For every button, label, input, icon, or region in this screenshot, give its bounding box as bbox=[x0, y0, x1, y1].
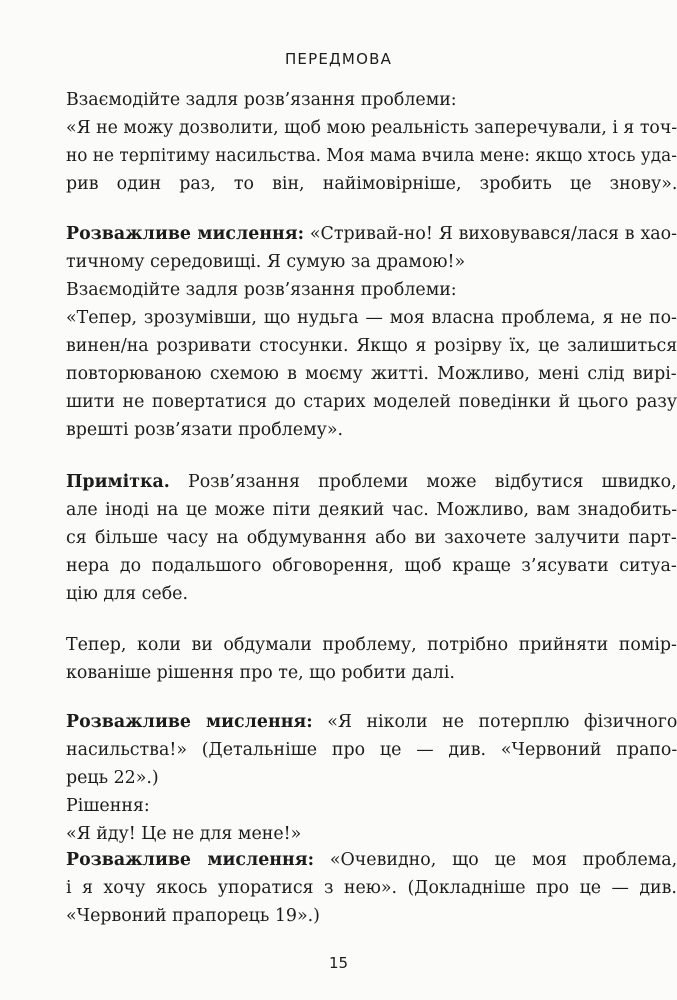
text-line bbox=[66, 248, 465, 276]
text-line bbox=[66, 524, 677, 552]
text-line bbox=[66, 388, 677, 416]
line-text: шити не повертатися до старих моделей поведінки й цього разу bbox=[66, 392, 677, 412]
line-text: «Очевидно, що це моя проблема, bbox=[314, 850, 677, 870]
bold-lead-in: Примітка. bbox=[66, 472, 170, 492]
line-text: «Я ніколи не потерплю фізичного bbox=[312, 712, 677, 732]
text-line bbox=[66, 659, 455, 687]
line-text: ся більше часу на обдумування або ви захочете залучити парт- bbox=[66, 528, 677, 548]
text-line bbox=[66, 874, 677, 902]
text-line bbox=[66, 736, 677, 764]
text-line bbox=[66, 276, 457, 304]
line-text: Рішення: bbox=[66, 796, 150, 816]
text-line bbox=[66, 496, 677, 524]
line-text: «Червоний прапорець 19».) bbox=[66, 906, 320, 926]
line-text: і я хочу якось упоратися з нею». (Докладніше про це — див. bbox=[66, 878, 677, 898]
text-line bbox=[66, 304, 677, 332]
text-line bbox=[66, 468, 677, 496]
text-line bbox=[66, 820, 301, 848]
line-text: «Я не можу дозволити, щоб мою реальність заперечували, і я точ- bbox=[66, 118, 677, 138]
text-line bbox=[66, 114, 677, 142]
text-line bbox=[66, 142, 677, 170]
line-text: Взаємодійте задля розв’язання проблеми: bbox=[66, 280, 457, 300]
line-text: винен/на розривати стосунки. Якщо я розірву їх, це залишиться bbox=[66, 336, 677, 356]
text-line bbox=[66, 360, 677, 388]
text-line bbox=[66, 764, 159, 792]
bold-lead-in: Розважливе мислення: bbox=[66, 224, 305, 244]
line-text: рець 22».) bbox=[66, 768, 159, 788]
line-text: «Я йду! Це не для мене!» bbox=[66, 824, 302, 844]
page-number: 15 bbox=[328, 954, 349, 972]
bold-lead-in: Розважливе мислення: bbox=[66, 850, 315, 870]
line-text: насильства!» (Детальніше про це — див. «Червоний прапо- bbox=[66, 740, 677, 760]
line-text: Взаємодійте задля розв’язання проблеми: bbox=[66, 90, 457, 110]
text-line bbox=[66, 792, 150, 820]
line-text: «Стривай-но! Я виховувався/лася в хао- bbox=[304, 224, 677, 244]
text-line bbox=[66, 170, 677, 198]
text-line bbox=[66, 846, 677, 874]
text-line bbox=[66, 902, 320, 930]
line-text: кованіше рішення про те, що робити далі. bbox=[66, 663, 455, 683]
line-text: цію для себе. bbox=[66, 584, 188, 604]
line-text: рив один раз, то він, найімовірніше, зробить це знову». bbox=[66, 174, 677, 194]
text-line bbox=[66, 580, 188, 608]
text-line bbox=[66, 86, 457, 114]
text-line bbox=[66, 332, 677, 360]
line-text: но не терпітиму насильства. Моя мама вчила мене: якщо хтось уда- bbox=[66, 146, 677, 166]
line-text: нера до подальшого обговорення, щоб краще з’ясувати ситуа- bbox=[66, 556, 677, 576]
line-text: тичному середовищі. Я сумую за драмою!» bbox=[66, 252, 466, 272]
line-text: Розв’язання проблеми може відбутися швидко, bbox=[169, 472, 677, 492]
text-line bbox=[66, 708, 677, 736]
line-text: але іноді на це може піти деякий час. Можливо, вам знадобить- bbox=[66, 500, 677, 520]
line-text: врешті розв’язати проблему». bbox=[66, 420, 343, 440]
text-line bbox=[66, 220, 677, 248]
running-header: ПЕРЕДМОВА bbox=[284, 50, 393, 68]
text-line bbox=[66, 416, 343, 444]
text-line bbox=[66, 552, 677, 580]
line-text: Тепер, коли ви обдумали проблему, потрібно прийняти помір- bbox=[66, 635, 677, 655]
bold-lead-in: Розважливе мислення: bbox=[66, 712, 313, 732]
text-line bbox=[66, 631, 677, 659]
line-text: «Тепер, зрозумівши, що нудьга — моя власна проблема, я не по- bbox=[66, 308, 677, 328]
line-text: повторюваною схемою в моєму житті. Можливо, мені слід вирі- bbox=[66, 364, 677, 384]
